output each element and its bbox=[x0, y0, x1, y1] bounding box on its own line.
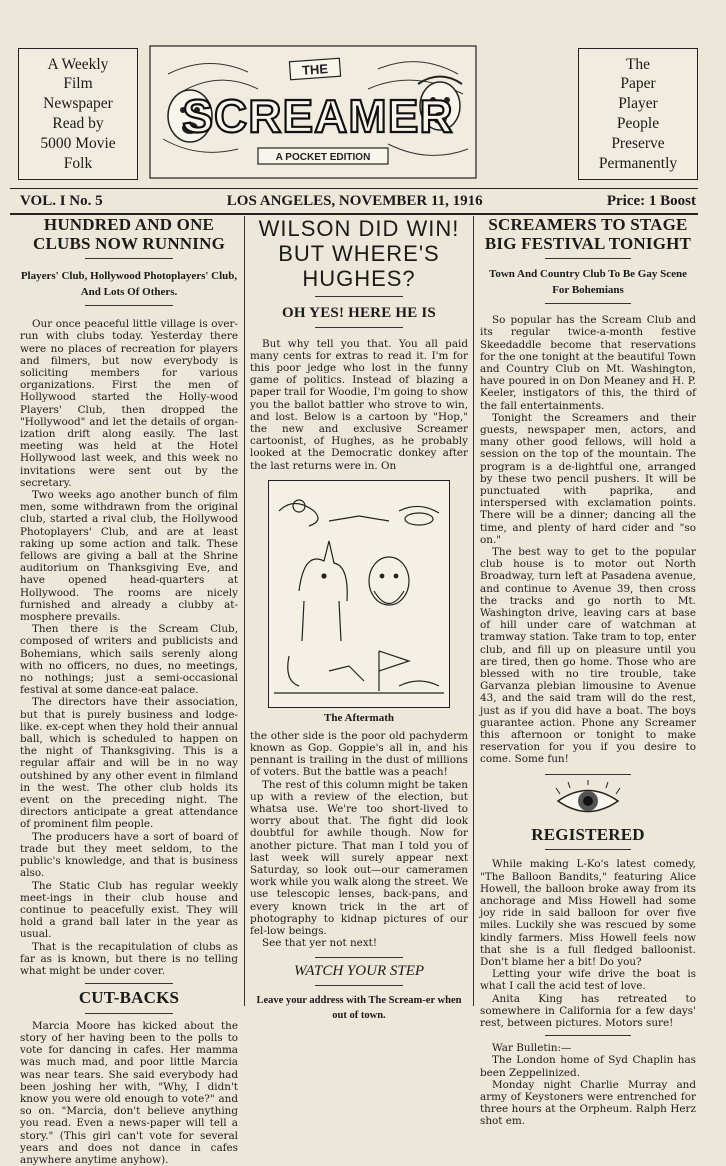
svg-text:A POCKET EDITION: A POCKET EDITION bbox=[275, 152, 371, 163]
clubs-subhead: Players' Club, Hollywood Photoplayers' Club, And Lots Of Others. bbox=[20, 270, 238, 298]
article-paragraph: Then there is the Scream Club, composed of writers and publicists and Bohemians, which sails serenly along with no officers, no dues, no meetings, no nothings; just a semi-occasional festival at some dance-eat palace. bbox=[20, 623, 238, 697]
left-box-line: A Weekly bbox=[47, 55, 109, 73]
article-paragraph: Tonight the Screamers and their guests, newspaper men, actors, and many other good fellows, will hold a session on the top of the mountain. The program is a de-lightful one, arranged by these two pencil pushers. It will be punctuated with paprika, and interspersed with exclamation points. There will be a dinner; dancing all the time, and plenty of hard cider and "so on." bbox=[480, 411, 696, 546]
dateline-bar bbox=[10, 188, 698, 215]
right-box-line: Paper bbox=[620, 75, 656, 93]
article-paragraph: That is the recapitulation of clubs as far as is known, but there is no telling what might be under cover. bbox=[20, 940, 238, 977]
registered-body bbox=[480, 858, 696, 1029]
article-paragraph: The producers have a sort of board of trade but they meet seldom, to the public's knowledge, and that is business also. bbox=[20, 830, 238, 880]
right-box-line: Preserve bbox=[611, 134, 665, 152]
column-divider bbox=[473, 216, 474, 1006]
registered-headline: REGISTERED bbox=[531, 824, 645, 844]
left-box-line: Folk bbox=[63, 154, 93, 172]
column-divider bbox=[244, 216, 245, 1006]
article-paragraph: The best way to get to the popular club house is to motor out North Broadway, turn left at Pasadena avenue, and continue to Avenue 39, then cross the tracks and go north to Mt. Washington drive, leaving cars at base of hill under care of watchman at tramway station. Take tram to top, enter club, and fill up on pleasure until you are tired, then go home. Those who are blessed with no tire trouble, take Garvanza plebian limousine to Avenue 43, and the said tram will do the rest, just as if you did have a boat. The boys guarantee action. Phone any Screamer this afternoon or tonight to make reservation for you if you desire to come. Some fun! bbox=[480, 546, 696, 766]
festival-article-body bbox=[480, 314, 696, 766]
clubs-article-body bbox=[20, 318, 238, 977]
bulletin-paragraph: Monday night Charlie Murray and army of Keystoners were entrenched for three hours at the Orpheum. Ralph Herz shot em. bbox=[480, 1078, 696, 1128]
left-box-line: Film bbox=[63, 75, 93, 93]
election-subhead: OH YES! HERE HE IS bbox=[282, 305, 436, 321]
left-header-box bbox=[18, 48, 138, 180]
article-paragraph: Our once peaceful little village is over-run with clubs today. Yesterday there were no places of recreation for players and filmers, but now everybody is soliciting members for various organizations. First the men of Hollywood started the Holly-wood Players' Club, then dropped the "Hollywood" and let the details of organ-ization drift along easily. The last meeting was held at the Hotel Hollywood last week, and this week no invitations were sent out by the secretary. bbox=[20, 318, 238, 489]
divider bbox=[315, 985, 402, 986]
right-box-line: The bbox=[625, 55, 651, 73]
svg-text:SCREAMER: SCREAMER bbox=[182, 90, 454, 142]
election-paragraph: But why tell you that. You all paid many cents for extras to read it. I'm for this poor jedge who lost in the funny game of politics. Instead of blazing a paper trail for Woodie, I'm going to show you the ballot battler who strove to win, and lost. Below is a cartoon by "Hop," the new and exclusive Screamer cartoonist, of Hughes, as he probably looked at the Democratic donkey after the last returns were in. On bbox=[250, 337, 468, 472]
divider bbox=[545, 849, 631, 850]
right-box-line: Permanently bbox=[598, 154, 678, 172]
festival-subhead: Town And Country Club To Be Gay Scene For Bohemians bbox=[489, 268, 687, 296]
bulletin-paragraph: The London home of Syd Chaplin has been Zeppelinized. bbox=[480, 1054, 696, 1079]
svg-text:THE: THE bbox=[301, 61, 329, 78]
cartoon-illustration bbox=[268, 480, 450, 708]
election-headline: WILSON DID WIN! BUT WHERE'S HUGHES? bbox=[258, 216, 460, 291]
left-box-line: Newspaper bbox=[43, 95, 113, 113]
divider bbox=[85, 305, 172, 306]
masthead-logo bbox=[148, 44, 478, 180]
divider bbox=[85, 258, 172, 259]
news-paragraph: Letting your wife drive the boat is what I call the acid test of love. bbox=[480, 968, 696, 993]
election-paragraph: See that yer not next! bbox=[262, 937, 378, 950]
divider bbox=[315, 296, 402, 297]
left-box-line: 5000 Movie bbox=[40, 134, 116, 152]
divider bbox=[545, 303, 631, 304]
article-paragraph: The directors have their association, but that is purely business and lodge-like. ex-cept when they hold their annual ball, which is scheduled to happen on the night of Thanksgiving. This is a regular affair and will be in no way outshined by any other event in filmland in the west. The other club holds its event on the preceding night. The directors anticipate a great attendance of prominent film people. bbox=[20, 696, 238, 831]
clubs-headline: HUNDRED AND ONE CLUBS NOW RUNNING bbox=[32, 215, 225, 253]
divider bbox=[545, 1035, 631, 1036]
column-festival bbox=[480, 216, 696, 1128]
left-box-line: Read by bbox=[52, 115, 104, 132]
divider bbox=[545, 258, 631, 259]
right-header-box bbox=[578, 48, 698, 180]
eye-icon bbox=[480, 780, 696, 822]
election-paragraph: the other side is the poor old pachyderm known as Gop. Goppie's all in, and his pennant is trailing in the dust of millions of voters. But the battle was a peach! bbox=[250, 729, 468, 779]
right-box-line: People bbox=[616, 115, 660, 132]
festival-headline: SCREAMERS TO STAGE BIG FESTIVAL TONIGHT bbox=[484, 215, 692, 253]
election-paragraph: The rest of this column might be taken up with a review of the election, but whatsa use. We're too short-lived to worry about that. The fight did look doubtful for awhile though. Now for another picture. That man I told you of last week will surely appear next Saturday, so look out—our cameramen work while you walk along the street. We use telescopic lenses, back-pans, and every known trick in the art of photography to kidnap pictures of our fel-low beings. bbox=[250, 778, 468, 937]
article-paragraph: So popular has the Scream Club and its regular twice-a-month festive Skeedaddle become that reservations for the one tonight at the beautiful Town and Country Club on Mt. Washington, have poured in on Don Meaney and H. P. Keeler, instigators of this, the third of the fall entertainments. bbox=[480, 314, 696, 412]
bulletin-headline: War Bulletin:— bbox=[492, 1042, 572, 1055]
right-box-line: Player bbox=[618, 95, 658, 113]
cartoon-caption: The Aftermath bbox=[324, 711, 394, 724]
cutbacks-paragraph: Marcia Moore has kicked about the story of her having been to the polls to vote for dancing in cafes. Her mamma was much mad, and poor little Marcia was near tears. She said everybody had been joshing her with, "Why, I didn't know you were old enough to vote?" and so on. "Marcia, don't believe anything you read. Even a news-paper will tell a story." (This girl can't vote for several years and does not dance in cafes anywhere anytime anyhow). bbox=[20, 1019, 238, 1166]
newspaper-page bbox=[10, 40, 698, 1166]
news-paragraph: Anita King has retreated to somewhere in California for a few days' rest, between pictures. Motors sure! bbox=[480, 992, 696, 1029]
article-paragraph: Two weeks ago another bunch of film men, some withdrawn from the original club, started a rival club, the Hollywood Photoplayers' Club, and are at least raking up some action and talk. These fellows are giving a ball at the Shrine auditorium on Thanksgiving Eve, and have opened head-quarters at Hollywood. The rooms are nicely furnished and already a clubby at-mosphere prevails. bbox=[20, 489, 238, 624]
cartoon-drawing bbox=[269, 481, 449, 707]
news-paragraph: While making L-Ko's latest comedy, "The Balloon Bandits," featuring Alice Howell, the balloon broke away from its anchorage and Miss Howell had some joy ride in said balloon for over five miles. Luckily she was rescued by some kindly farmers. Miss Howell feels now that she is a full fledged balloonist. Don't blame her a bit! Do you? bbox=[480, 858, 696, 968]
watch-step-headline: WATCH YOUR STEP bbox=[293, 963, 425, 980]
column-election bbox=[250, 216, 468, 1024]
price: Price: 1 Boost bbox=[606, 192, 696, 209]
place-date: LOS ANGELES, NOVEMBER 11, 1916 bbox=[226, 192, 483, 209]
article-paragraph: The Static Club has regular weekly meet-ings in their club house and continue to peacefully exist. They will hold a grand ball later in the year as usual. bbox=[20, 879, 238, 941]
divider bbox=[315, 957, 402, 958]
cutbacks-headline: CUT-BACKS bbox=[78, 988, 180, 1008]
divider bbox=[315, 327, 402, 328]
watch-step-text: Leave your address with The Scream-er when out of town. bbox=[256, 995, 462, 1022]
divider bbox=[85, 983, 172, 984]
divider bbox=[545, 774, 631, 775]
divider bbox=[85, 1013, 172, 1014]
volume-number: VOL. I No. 5 bbox=[20, 192, 103, 209]
column-clubs bbox=[20, 216, 238, 1166]
